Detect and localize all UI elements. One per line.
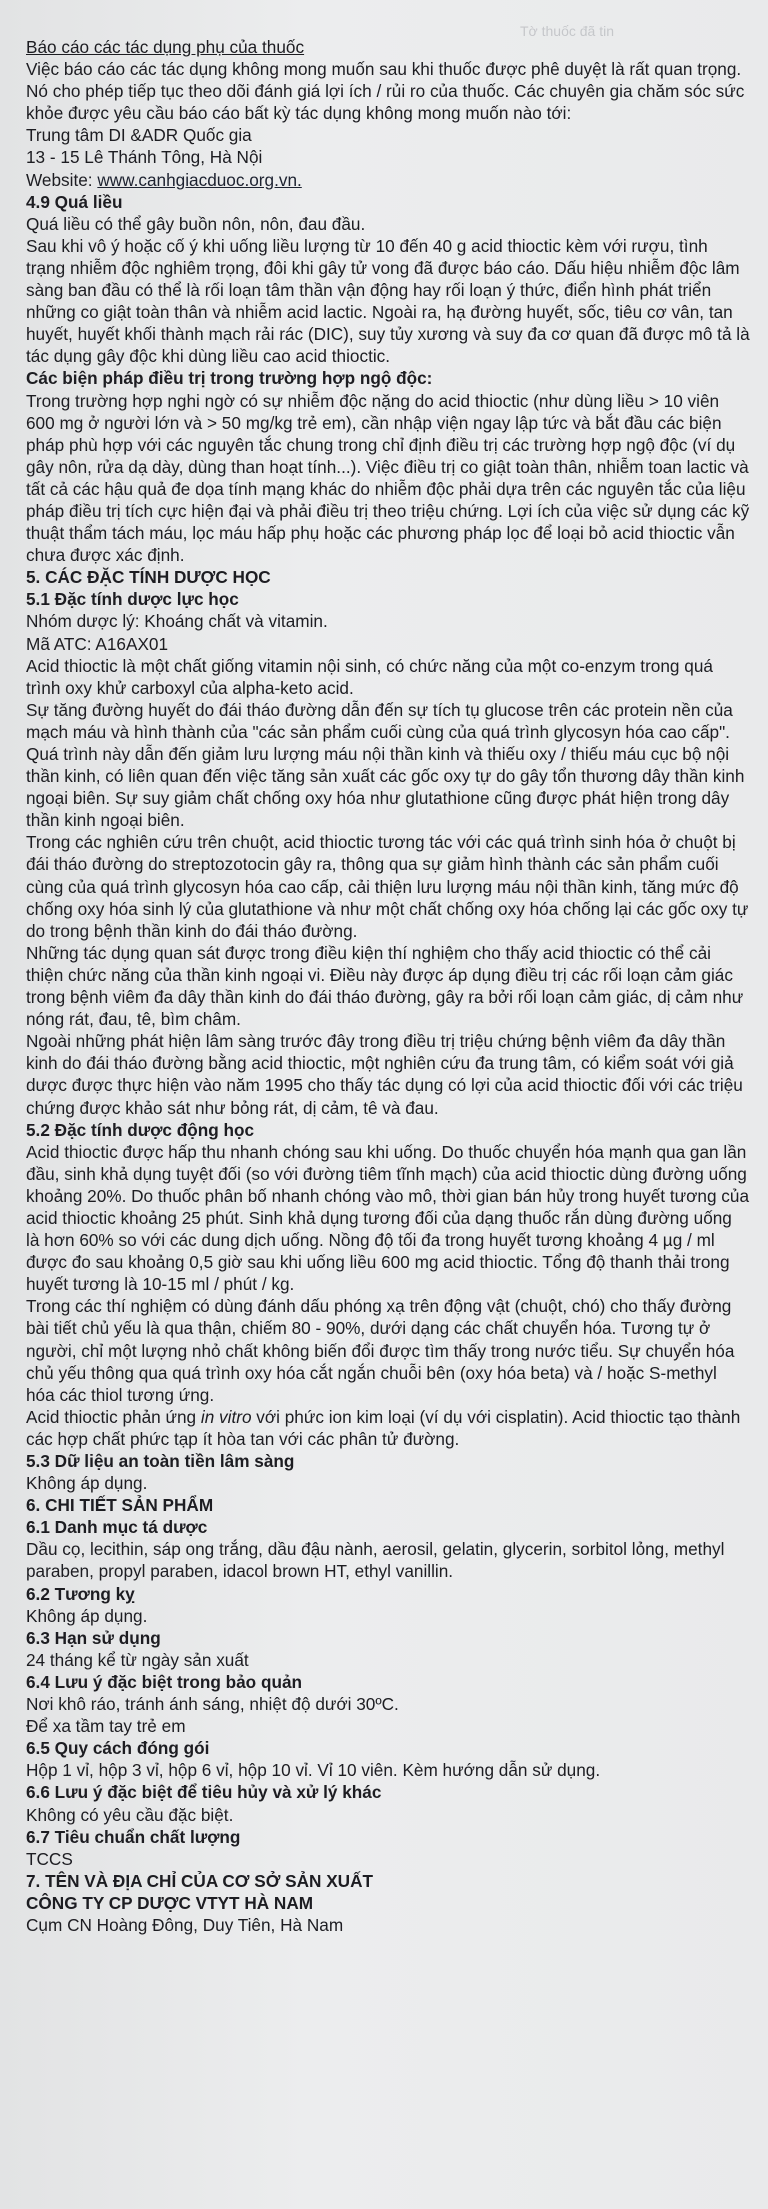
pk-paragraph-1: Acid thioctic được hấp thu nhanh chóng sau khi uống. Do thuốc chuyển hóa mạnh qua gan lần đầu, sinh khả dụng tuyệt đối (so với đường tiêm tĩnh mạch) của acid thioctic dùng đường uống khoảng 20%. Do thuốc phân bố nhanh chóng vào mô, thời gian bán hủy trong huyết tương của acid thioctic khoảng 25 phút. Sinh khả dụng tương đối của dạng thuốc rắn dùng đường uống là hơn 60% so với các dung dịch uống. Nồng độ tối đa trong huyết tương khoảng 4 µg / ml được đo sau khoảng 0,5 giờ sau khi uống liều 600 mg acid thioctic. Tổng độ thanh thải trong huyết tương là 10-15 ml / phút / kg. — [26, 1141, 750, 1295]
atc-code: Mã ATC: A16AX01 — [26, 633, 169, 654]
pk-p3-start: Acid thioctic phản ứng — [26, 1406, 201, 1427]
overdose-symptoms: Quá liều có thể gây buồn nôn, nôn, đau đầu. — [26, 213, 366, 234]
website-label: Website: — [26, 169, 98, 190]
bleed-through-header: Tờ thuốc đã tin — [520, 23, 615, 39]
subheading-packaging: 6.5 Quy cách đóng gói — [26, 1738, 210, 1759]
manufacturer-company: CÔNG TY CP DƯỢC VTYT HÀ NAM — [26, 1892, 314, 1913]
subheading-shelf-life: 6.3 Hạn sử dụng — [26, 1627, 161, 1648]
incompatibilities-body: Không áp dụng. — [26, 1605, 148, 1626]
preclinical-safety-body: Không áp dụng. — [26, 1473, 148, 1494]
pk-paragraph-2: Trong các thí nghiệm có dùng đánh dấu phóng xạ trên động vật (chuột, chó) cho thấy đường bài tiết chủ yếu là qua thận, chiếm 80 - 90%, dưới dạng các chất chuyển hóa. Tương tự ở người, chỉ một lượng nhỏ chất không biến đổi được tìm thấy trong nước tiểu. Sự chuyển hóa chủ yếu thông qua quá trình oxy hóa cắt ngắn chuỗi bên (oxy hóa beta) và / hoặc S-methyl hóa các thiol tương ứng. — [26, 1296, 735, 1405]
subheading-storage: 6.4 Lưu ý đặc biệt trong bảo quản — [26, 1671, 303, 1692]
pd-paragraph-1: Acid thioctic là một chất giống vitamin nội sinh, có chức năng của một co-enzym trong quá trình oxy khử carboxyl của alpha-keto acid. — [26, 655, 713, 698]
packaging-body: Hộp 1 vỉ, hộp 3 vỉ, hộp 6 vỉ, hộp 10 vỉ. Vỉ 10 viên. Kèm hướng dẫn sử dụng. — [26, 1760, 601, 1781]
overdose-treatment-body: Trong trường hợp nghi ngờ có sự nhiễm độc nặng do acid thioctic (như dùng liều > 10 viên 600 mg ở người lớn và > 50 mg/kg trẻ em), cần nhập viện ngay lập tức và bắt đầu các biện pháp phù hợp với các nguyên tắc chung trong chỉ định điều trị các trường hợp ngộ độc (ví dụ gây nôn, rửa dạ dày, dùng than hoạt tính...). Việc điều trị co giật toàn thân, nhiễm toan lactic và tất cả các hậu quả đe dọa tính mạng khác do nhiễm độc phải dựa trên các nguyên tắc của liệu pháp điều trị tích cực hiện đại và phải điều trị theo triệu chứng. Lợi ích của việc sử dụng các kỹ thuật thẩm tách máu, lọc máu hấp phụ hoặc các phương pháp lọc để loại bỏ acid thioctic vẫn chưa được xác định. — [26, 390, 750, 566]
report-website — [26, 169, 750, 191]
section-heading-overdose: 4.9 Quá liều — [26, 191, 123, 212]
subheading-incompatibilities: 6.2 Tương kỵ — [26, 1583, 135, 1604]
website-link[interactable]: www.canhgiacduoc.org.vn. — [97, 169, 302, 190]
manufacturer-address: Cụm CN Hoàng Đông, Duy Tiên, Hà Nam — [26, 1914, 344, 1935]
pd-paragraph-5: Ngoài những phát hiện lâm sàng trước đây trong điều trị triệu chứng bệnh viêm đa dây thần kinh do đái tháo đường bằng acid thioctic, một nghiên cứu đa trung tâm, có kiểm soát với giả dược được thực hiện vào năm 1995 cho thấy tác dụng có lợi của acid thioctic đối với các triệu chứng được khảo sát như bỏng rát, dị cảm, tê và đau. — [26, 1031, 743, 1118]
report-body: Việc báo cáo các tác dụng không mong muốn sau khi thuốc được phê duyệt là rất quan trọng. Nó cho phép tiếp tục theo dõi đánh giá lợi ích / rủi ro của thuốc. Các chuyên gia chăm sóc sức khỏe được yêu cầu báo cáo bất kỳ tác dụng không mong muốn nào tới: — [26, 59, 745, 124]
pk-paragraph-3 — [26, 1406, 750, 1450]
quality-standard-body: TCCS — [26, 1848, 73, 1869]
report-title: Báo cáo các tác dụng phụ của thuốc — [26, 37, 305, 57]
section-heading-manufacturer: 7. TÊN VÀ ĐỊA CHỈ CỦA CƠ SỞ SẢN XUẤT — [26, 1870, 373, 1891]
report-center: Trung tâm DI &ADR Quốc gia — [26, 125, 252, 146]
subheading-excipients: 6.1 Danh mục tá dược — [26, 1517, 208, 1538]
excipients-body: Dầu cọ, lecithin, sáp ong trắng, dầu đậu nành, aerosil, gelatin, glycerin, sorbitol lỏng, methyl paraben, propyl paraben, idacol brown HT, ethyl vanillin. — [26, 1539, 725, 1582]
overdose-treatment-heading: Các biện pháp điều trị trong trường hợp ngộ độc: — [26, 368, 433, 389]
section-heading-product: 6. CHI TIẾT SẢN PHẨM — [26, 1495, 214, 1516]
shelf-life-body: 24 tháng kể từ ngày sản xuất — [26, 1649, 249, 1670]
pd-paragraph-2: Sự tăng đường huyết do đái tháo đường dẫn đến sự tích tụ glucose trên các protein nền của mạch máu và hình thành của "các sản phẩm cuối cùng của quá trình glycosyn hóa cao cấp". Quá trình này dẫn đến giảm lưu lượng máu nội thần kinh và thiếu oxy / thiếu máu cục bộ nội thần kinh, có liên quan đến việc tăng sản xuất các gốc oxy tự do gây tổn thương dây thần kinh ngoại biên. Sự suy giảm chất chống oxy hóa như glutathione cũng được phát hiện trong dây thần kinh ngoại biên. — [26, 699, 745, 831]
subheading-pharmacokinetics: 5.2 Đặc tính dược động học — [26, 1119, 255, 1140]
disposal-body: Không có yêu cầu đặc biệt. — [26, 1804, 234, 1825]
subheading-pharmacodynamics: 5.1 Đặc tính dược lực học — [26, 589, 239, 610]
storage-body-2: Để xa tầm tay trẻ em — [26, 1716, 186, 1737]
leaflet-content — [26, 36, 750, 1936]
pd-paragraph-3: Trong các nghiên cứu trên chuột, acid thioctic tương tác với các quá trình sinh hóa ở chuột bị đái tháo đường do streptozotocin gây ra, thông qua sự giảm hình thành các sản phẩm cuối cùng của quá trình glycosyn hóa cao cấp, cải thiện lưu lượng máu nội thần kinh, tăng mức độ chống oxy hóa sinh lý của glutathione và như một chất chống oxy hóa chống lại các gốc oxy tự do trong bệnh thần kinh do đái tháo đường. — [26, 832, 749, 941]
storage-body-1: Nơi khô ráo, tránh ánh sáng, nhiệt độ dưới 30ºC. — [26, 1694, 399, 1715]
overdose-details: Sau khi vô ý hoặc cố ý khi uống liều lượng từ 10 đến 40 g acid thioctic kèm với rượu, tình trạng nhiễm độc nghiêm trọng, đôi khi gây tử vong đã được báo cáo. Dấu hiệu nhiễm độc lâm sàng ban đầu có thể là rối loạn tâm thần vận động hay rối loạn ý thức, điển hình phát triển những co giật toàn thân và nhiễm acid lactic. Ngoài ra, hạ đường huyết, sốc, tiêu cơ vân, tan huyết, huyết khối thành mạch rải rác (DIC), suy tủy xương và suy đa cơ quan đã được mô tả là tác dụng gây độc khi dùng liều cao acid thioctic. — [26, 235, 750, 367]
pharmacologic-group: Nhóm dược lý: Khoáng chất và vitamin. — [26, 611, 328, 632]
pk-p3-in-vitro: in vitro — [200, 1406, 252, 1427]
report-address: 13 - 15 Lê Thánh Tông, Hà Nội — [26, 147, 263, 168]
subheading-quality-standard: 6.7 Tiêu chuẩn chất lượng — [26, 1826, 241, 1847]
pk-p3-end: với phức ion kim loại (ví dụ với cisplatin). Acid thioctic tạo thành các hợp chất phức tạp ít hòa tan với các phân tử đường. — [26, 1406, 741, 1449]
subheading-disposal: 6.6 Lưu ý đặc biệt để tiêu hủy và xử lý khác — [26, 1782, 382, 1803]
section-heading-pharmacology: 5. CÁC ĐẶC TÍNH DƯỢC HỌC — [26, 567, 271, 588]
subheading-preclinical-safety: 5.3 Dữ liệu an toàn tiền lâm sàng — [26, 1451, 295, 1471]
pd-paragraph-4: Những tác dụng quan sát được trong điều kiện thí nghiệm cho thấy acid thioctic có thể cải thiện chức năng của thần kinh ngoại vi. Điều này được áp dụng điều trị các rối loạn cảm giác trong bệnh viêm đa dây thần kinh do đái tháo đường, gây ra bởi rối loạn cảm giác, dị cảm như nóng rát, đau, tê, bìm châm. — [26, 942, 744, 1030]
